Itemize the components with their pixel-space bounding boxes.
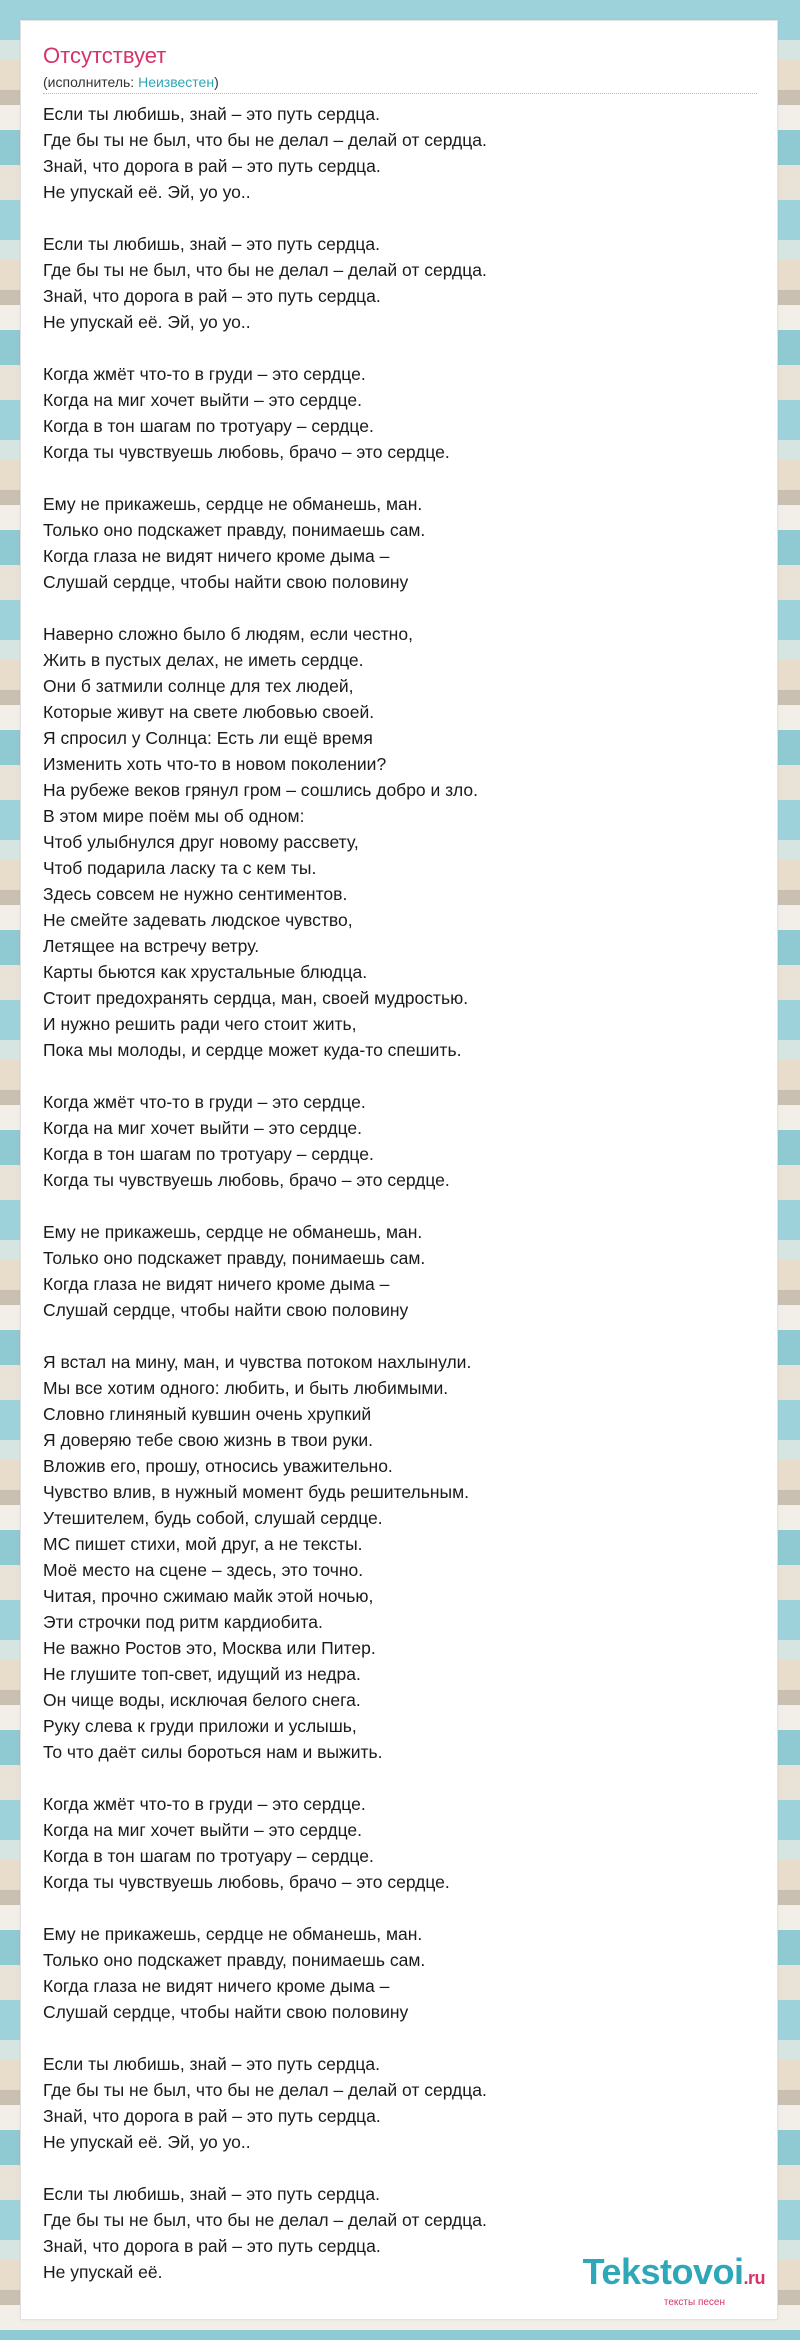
lyric-line: Знай, что дорога в рай – это путь сердца. [43, 2106, 381, 2126]
lyric-line: Словно глиняный кувшин очень хрупкий [43, 1404, 372, 1424]
lyric-line: Знай, что дорога в рай – это путь сердца. [43, 156, 381, 176]
lyric-line: Эти строчки под ритм кардиобита. [43, 1612, 323, 1632]
lyric-line: В этом мире поём мы об одном: [43, 806, 305, 826]
stanza-gap [43, 595, 757, 621]
lyric-line: Если ты любишь, знай – это путь сердца. [43, 2054, 381, 2074]
divider [43, 93, 757, 94]
lyrics-text [43, 101, 757, 2285]
stanza-gap [43, 465, 757, 491]
lyric-line: МС пишет стихи, мой друг, а не тексты. [43, 1534, 363, 1554]
lyric-line: На рубеже веков грянул гром – сошлись добро и зло. [43, 780, 478, 800]
lyric-line: И нужно решить ради чего стоит жить, [43, 1014, 357, 1034]
lyric-line: Где бы ты не был, что бы не делал – делай от сердца. [43, 130, 487, 150]
artist-prefix: (исполнитель: [43, 74, 139, 90]
lyric-line: Ему не прикажешь, сердце не обманешь, ман. [43, 1222, 423, 1242]
lyric-line: Не глушите топ-свет, идущий из недра. [43, 1664, 361, 1684]
lyric-line: То что даёт силы бороться нам и выжить. [43, 1742, 383, 1762]
lyric-line: Слушай сердце, чтобы найти свою половину [43, 572, 409, 592]
lyric-line: Не смейте задевать людское чувство, [43, 910, 353, 930]
logo-tagline: тексты песен [663, 2297, 725, 2308]
lyric-line: Летящее на встречу ветру. [43, 936, 260, 956]
lyric-line: Я спросил у Солнца: Есть ли ещё время [43, 728, 373, 748]
lyric-line: Стоит предохранять сердца, ман, своей мудростью. [43, 988, 469, 1008]
lyric-line: Знай, что дорога в рай – это путь сердца. [43, 286, 381, 306]
lyric-line: Когда на миг хочет выйти – это сердце. [43, 390, 362, 410]
lyric-line: Он чище воды, исключая белого снега. [43, 1690, 361, 1710]
lyric-line: Наверно сложно было б людям, если честно, [43, 624, 413, 644]
lyric-line: Чтоб улыбнулся друг новому рассвету, [43, 832, 359, 852]
lyric-line: Если ты любишь, знай – это путь сердца. [43, 234, 381, 254]
lyric-line: Они б затмили солнце для тех людей, [43, 676, 354, 696]
stanza-gap [43, 1193, 757, 1219]
lyric-line: Я встал на мину, ман, и чувства потоком нахлынули. [43, 1352, 472, 1372]
lyric-line: Когда на миг хочет выйти – это сердце. [43, 1820, 362, 1840]
lyric-line: Когда в тон шагам по тротуару – сердце. [43, 1846, 374, 1866]
lyric-line: Ему не прикажешь, сердце не обманешь, ман. [43, 494, 423, 514]
lyric-line: Чтоб подарила ласку та с кем ты. [43, 858, 317, 878]
lyric-line: Читая, прочно сжимаю майк этой ночью, [43, 1586, 374, 1606]
lyric-line: Не важно Ростов это, Москва или Питер. [43, 1638, 376, 1658]
artist-line [43, 73, 219, 91]
logo-tld: .ru [743, 2268, 765, 2288]
lyric-line: Чувство влив, в нужный момент будь решительным. [43, 1482, 470, 1502]
logo-wordmark [583, 2253, 765, 2297]
lyric-line: Знай, что дорога в рай – это путь сердца. [43, 2236, 381, 2256]
lyric-line: Руку слева к груди приложи и услышь, [43, 1716, 357, 1736]
lyric-line: Когда глаза не видят ничего кроме дыма – [43, 1274, 390, 1294]
lyric-line: Вложив его, прошу, относись уважительно. [43, 1456, 393, 1476]
lyric-line: Мы все хотим одного: любить, и быть любимыми. [43, 1378, 449, 1398]
stanza-gap [43, 1765, 757, 1791]
stanza-gap [43, 2025, 757, 2051]
artist-link[interactable]: Неизвестен [138, 74, 215, 90]
lyric-line: Когда в тон шагам по тротуару – сердце. [43, 1144, 374, 1164]
lyric-line: Карты бьются как хрустальные блюдца. [43, 962, 368, 982]
lyric-line: Где бы ты не был, что бы не делал – делай от сердца. [43, 2080, 487, 2100]
lyric-line: Когда ты чувствуешь любовь, брачо – это сердце. [43, 1872, 450, 1892]
lyric-line: Только оно подскажет правду, понимаешь сам. [43, 520, 426, 540]
lyric-line: Слушай сердце, чтобы найти свою половину [43, 1300, 409, 1320]
stanza-gap [43, 2155, 757, 2181]
lyric-line: Утешителем, будь собой, слушай сердце. [43, 1508, 383, 1528]
lyric-line: Не упускай её. Эй, уо уо.. [43, 2132, 251, 2152]
lyric-line: Ему не прикажешь, сердце не обманешь, ман. [43, 1924, 423, 1944]
lyric-line: Изменить хоть что-то в новом поколении? [43, 754, 387, 774]
lyric-line: Где бы ты не был, что бы не делал – делай от сердца. [43, 2210, 487, 2230]
lyric-line: Здесь совсем не нужно сентиментов. [43, 884, 348, 904]
lyric-line: Не упускай её. [43, 2262, 163, 2282]
lyric-line: Пока мы молоды, и сердце может куда-то спешить. [43, 1040, 462, 1060]
lyric-line: Если ты любишь, знай – это путь сердца. [43, 2184, 381, 2204]
lyric-line: Когда глаза не видят ничего кроме дыма – [43, 546, 390, 566]
lyric-line: Когда ты чувствуешь любовь, брачо – это сердце. [43, 1170, 450, 1190]
lyric-line: Которые живут на свете любовью своей. [43, 702, 375, 722]
lyric-line: Где бы ты не был, что бы не делал – делай от сердца. [43, 260, 487, 280]
lyric-line: Я доверяю тебе свою жизнь в твои руки. [43, 1430, 373, 1450]
lyric-line: Когда ты чувствуешь любовь, брачо – это сердце. [43, 442, 450, 462]
site-logo[interactable] [583, 2253, 765, 2309]
stanza-gap [43, 1895, 757, 1921]
lyrics-card [20, 20, 778, 2320]
lyric-line: Когда жмёт что-то в груди – это сердце. [43, 1092, 366, 1112]
stanza-gap [43, 205, 757, 231]
stanza-gap [43, 1063, 757, 1089]
lyric-line: Моё место на сцене – здесь, это точно. [43, 1560, 364, 1580]
lyric-line: Только оно подскажет правду, понимаешь сам. [43, 1950, 426, 1970]
lyric-line: Если ты любишь, знай – это путь сердца. [43, 104, 381, 124]
lyric-line: Когда глаза не видят ничего кроме дыма – [43, 1976, 390, 1996]
lyric-line: Только оно подскажет правду, понимаешь сам. [43, 1248, 426, 1268]
song-title: Отсутствует [43, 43, 167, 68]
lyric-line: Не упускай её. Эй, уо уо.. [43, 182, 251, 202]
logo-name: Tekstovoi [582, 2251, 744, 2292]
stanza-gap [43, 1323, 757, 1349]
lyric-line: Жить в пустых делах, не иметь сердце. [43, 650, 364, 670]
artist-suffix: ) [214, 74, 219, 90]
lyric-line: Слушай сердце, чтобы найти свою половину [43, 2002, 409, 2022]
stanza-gap [43, 335, 757, 361]
lyric-line: Не упускай её. Эй, уо уо.. [43, 312, 251, 332]
lyric-line: Когда в тон шагам по тротуару – сердце. [43, 416, 374, 436]
lyric-line: Когда жмёт что-то в груди – это сердце. [43, 364, 366, 384]
lyric-line: Когда жмёт что-то в груди – это сердце. [43, 1794, 366, 1814]
lyric-line: Когда на миг хочет выйти – это сердце. [43, 1118, 362, 1138]
